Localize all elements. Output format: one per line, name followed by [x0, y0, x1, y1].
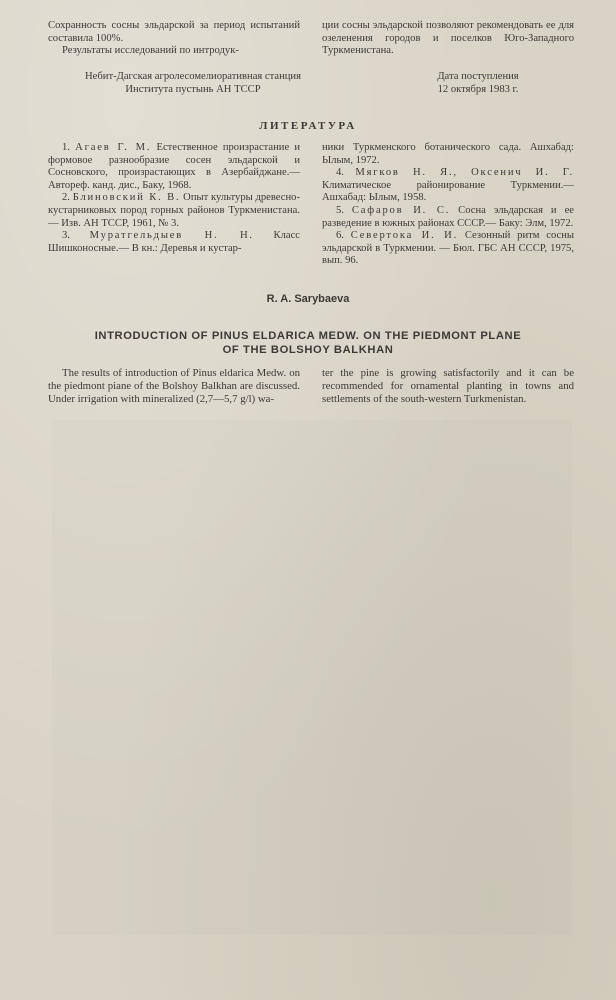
institution-line-2: Института пустынь АН ТССР	[125, 84, 261, 95]
reference-item: 6. Севертока И. И. Сезонный ритм сосны эльдарской в Туркмении. — Бюл. ГБС АН СССР, 1975, вып. 96.	[322, 230, 574, 267]
references-left-column	[48, 142, 300, 268]
received-date	[398, 70, 558, 96]
top-right-paragraph: ции сосны эльдарской позволяют рекомендовать ее для озеленения городов и поселков Юго-Западного Туркменистана.	[322, 20, 574, 57]
institution-line-1: Небит-Дагская агролесомелиоративная станция	[85, 71, 301, 82]
top-right-column	[322, 20, 574, 58]
reference-item: 2. Блиновский К. В. Опыт культуры древесно-кустарниковых пород горных районов Туркменистана.— Изв. АН ТССР, 1961, № 3.	[48, 192, 300, 229]
english-title	[40, 329, 576, 357]
top-left-paragraph-1: Сохранность сосны эльдарской за период испытаний составила 100%.	[48, 20, 300, 44]
literature-heading: ЛИТЕРАТУРА	[259, 120, 357, 132]
received-label: Дата поступления	[437, 71, 519, 82]
top-text-columns	[48, 20, 574, 58]
english-abstract	[48, 367, 574, 405]
top-left-column	[48, 20, 300, 58]
references-columns	[48, 142, 574, 268]
english-title-line-2: OF THE BOLSHOY BALKHAN	[222, 344, 394, 356]
reference-item: 1. Агаев Г. М. Естественное произрастание и формовое разнообразие сосен эльдарской и Сосновского, произрастающих в Азербайджане.— Автореф. канд. дис., Баку, 1968.	[48, 142, 300, 191]
blank-page-area	[52, 420, 572, 935]
reference-continuation: ники Туркменского ботанического сада. Ашхабад: Ылым, 1972.	[322, 142, 574, 166]
abstract-left-column	[48, 367, 300, 405]
reference-item: 5. Сафаров И. С. Сосна эльдарская и ее разведение в южных районах СССР.— Баку: Элм, 1972.	[322, 204, 574, 229]
institution	[48, 70, 338, 96]
reference-item: 4. Мягков Н. Я., Оксенич И. Г. Климатическое районирование Туркмении.— Ашхабад: Ылым, 1958.	[322, 167, 574, 204]
reference-item: 3. Муратгельдыев Н. Н. Класс Шишконосные.— В кн.: Деревья и кустар-	[48, 230, 300, 254]
abstract-right-column	[322, 367, 574, 405]
references-right-column	[322, 142, 574, 268]
english-title-line-1: INTRODUCTION OF PINUS ELDARICA MEDW. ON THE PIEDMONT PLANE	[94, 330, 522, 342]
english-author: R. A. Sarybaeva	[266, 293, 350, 305]
top-left-paragraph-2: Результаты исследований по интродук-	[62, 45, 239, 57]
abstract-right-text: ter the pine is growing satisfactorily and it can be recommended for ornamental planting in towns and settlements of the south-western Turkmenistan.	[322, 367, 574, 405]
abstract-left-text: The results of introduction of Pinus eldarica Medw. on the piedmont piane of the Bolshoy Balkhan are discussed. Under irrigation with mineralized (2,7—5,7 g/l) wa-	[48, 367, 300, 405]
received-value: 12 октября 1983 г.	[437, 84, 519, 95]
